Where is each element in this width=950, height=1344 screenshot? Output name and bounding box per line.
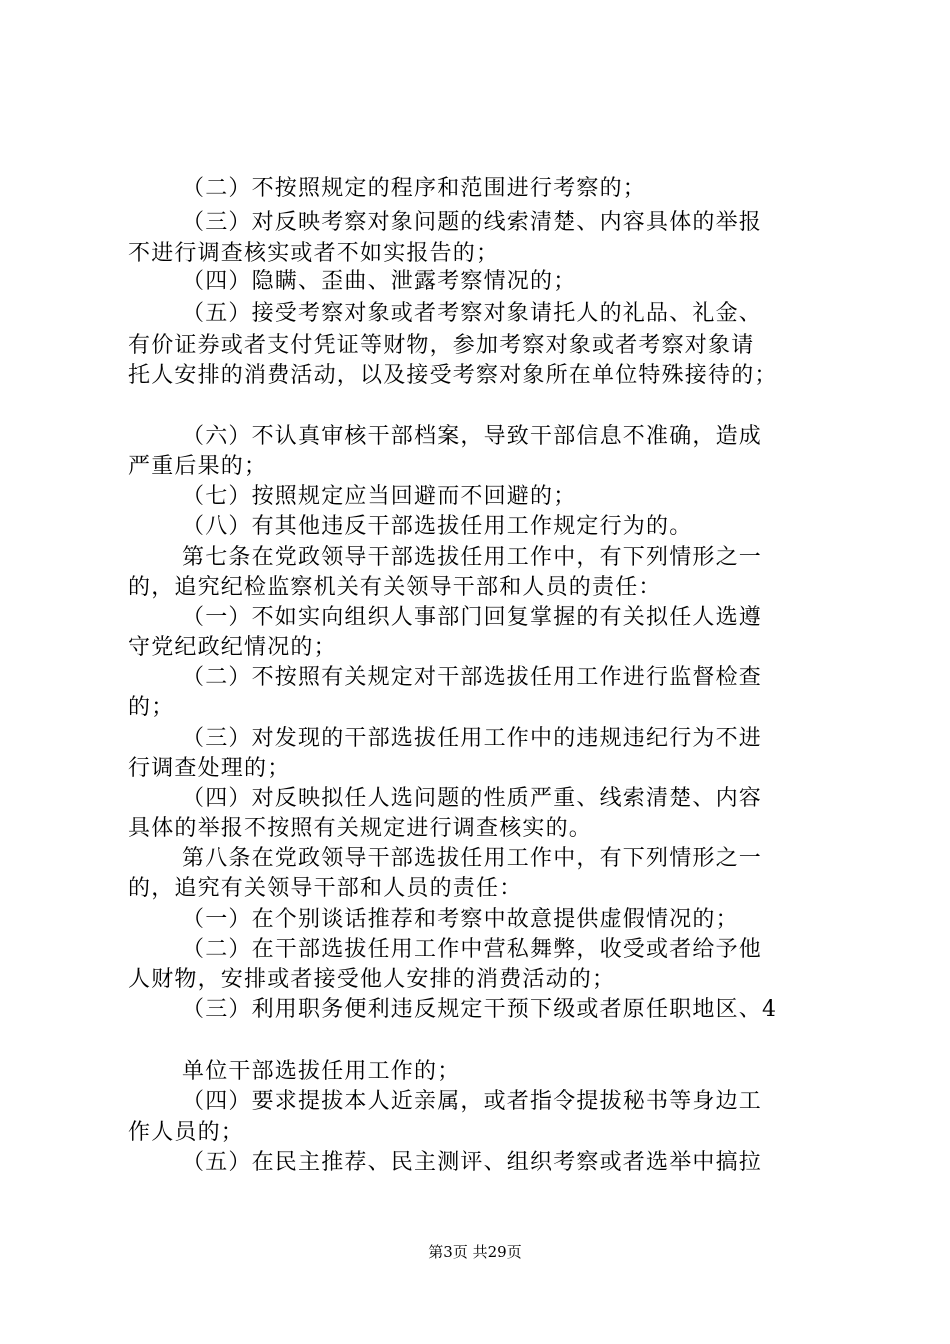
- page-footer: 第3页 共29页: [428, 1243, 522, 1261]
- text-line: 作人员的；: [128, 1120, 245, 1145]
- text-line: （一）在个别谈话推荐和考察中故意提供虚假情况的；: [182, 907, 739, 932]
- text-line: 第七条在党政领导干部选拔任用工作中，有下列情形之一: [182, 545, 763, 570]
- text-line: 托人安排的消费活动，以及接受考察对象所在单位特殊接待的；: [128, 363, 778, 388]
- text-line: 具体的举报不按照有关规定进行调查核实的。: [128, 816, 593, 841]
- text-line: （二）不按照有关规定对干部选拔任用工作进行监督检查: [182, 665, 763, 690]
- text-line: 行调查处理的；: [128, 756, 291, 781]
- text-line: 守党纪政纪情况的；: [128, 635, 337, 660]
- text-line: （五）接受考察对象或者考察对象请托人的礼品、礼金、: [182, 301, 763, 326]
- text-line: （二）在干部选拔任用工作中营私舞弊，收受或者给予他: [182, 937, 763, 962]
- text-line: 有价证券或者支付凭证等财物，参加考察对象或者考察对象请: [128, 333, 755, 358]
- text-line: 的，追究有关领导干部和人员的责任：: [128, 876, 523, 901]
- text-line: （三）对反映考察对象问题的线索清楚、内容具体的举报: [182, 210, 763, 235]
- text-line: 的；: [128, 695, 175, 720]
- text-line: （四）对反映拟任人选问题的性质严重、线索清楚、内容: [182, 786, 763, 811]
- text-line: （八）有其他违反干部选拔任用工作规定行为的。: [182, 514, 693, 539]
- text-line: 第八条在党政领导干部选拔任用工作中，有下列情形之一: [182, 846, 763, 871]
- text-line: （三）利用职务便利违反规定干预下级或者原任职地区、4: [182, 997, 778, 1022]
- text-line: 人财物，安排或者接受他人安排的消费活动的；: [128, 967, 616, 992]
- text-line: （四）隐瞒、歪曲、泄露考察情况的；: [182, 269, 577, 294]
- text-line: 严重后果的；: [128, 454, 268, 479]
- text-line: （一）不如实向组织人事部门回复掌握的有关拟任人选遵: [182, 605, 763, 630]
- text-line: （五）在民主推荐、民主测评、组织考察或者选举中搞拉: [182, 1150, 763, 1175]
- text-line: 不进行调查核实或者不如实报告的；: [128, 241, 500, 266]
- text-line: （六）不认真审核干部档案，导致干部信息不准确，造成: [182, 424, 763, 449]
- text-line: 的，追究纪检监察机关有关领导干部和人员的责任：: [128, 575, 662, 600]
- text-line: （二）不按照规定的程序和范围进行考察的；: [182, 176, 647, 201]
- text-line: （七）按照规定应当回避而不回避的；: [182, 484, 577, 509]
- text-line: （四）要求提拔本人近亲属，或者指令提拔秘书等身边工: [182, 1089, 763, 1114]
- text-line: （三）对发现的干部选拔任用工作中的违规违纪行为不进: [182, 726, 763, 751]
- text-line: 单位干部选拔任用工作的；: [182, 1059, 461, 1084]
